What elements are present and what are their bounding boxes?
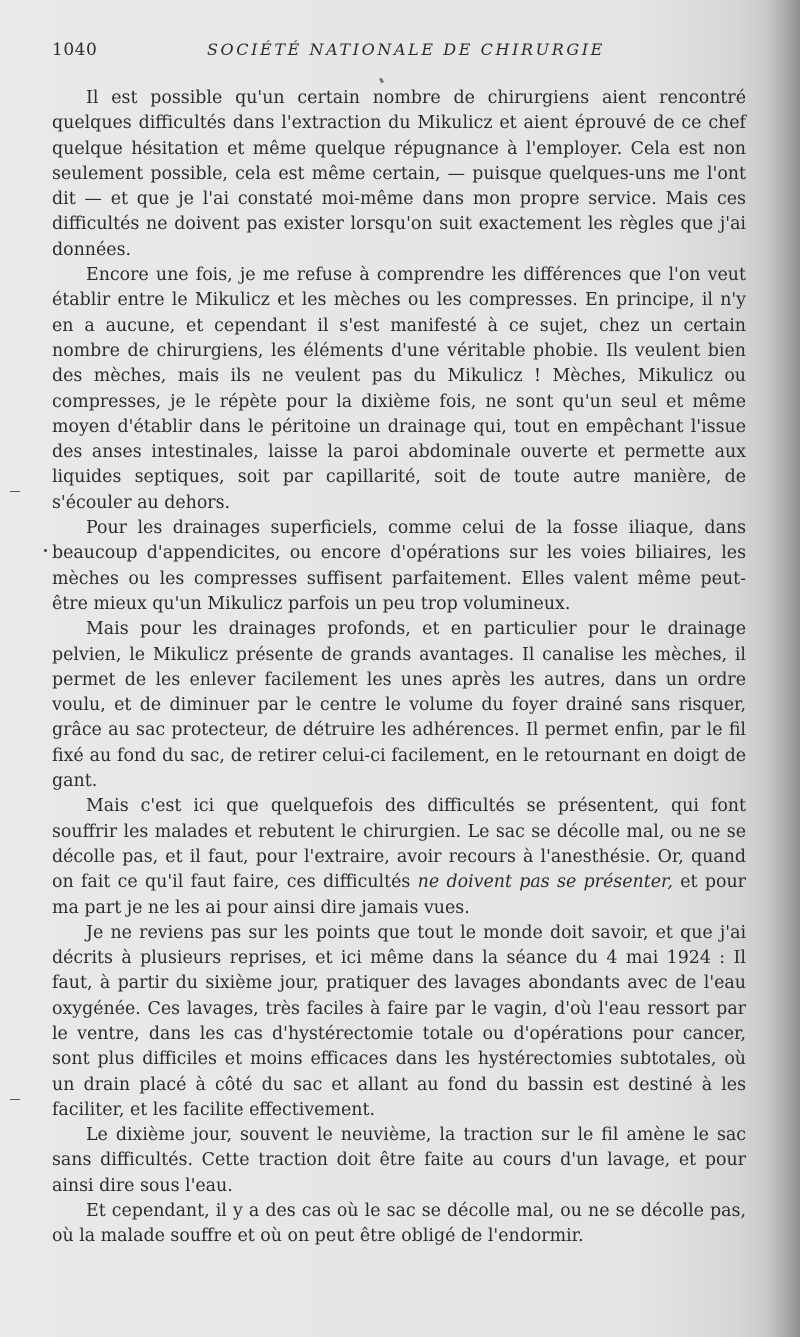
margin-mark [10, 491, 20, 492]
paragraph: Il est possible qu'un certain nombre de chirurgiens aient rencontré quelques difficultés dans l'extraction du Mikulicz et aient éprouvé de ce chef quelque hésitation et même quelque répugnance à l'employer. Cela est non seulement possible, cela est même certain, — puisque quelques-uns me l'ont dit — et que je l'ai constaté moi-même dans mon propre service. Mais ces difficultés ne doivent pas exister lorsqu'on suit exactement les règles que j'ai données. [52, 88, 746, 260]
paragraph: Et cependant, il y a des cas où le sac se décolle mal, ou ne se décolle pas, où la malade souffre et où on peut être obligé de l'endormir. [52, 1201, 746, 1247]
paragraph: Le dixième jour, souvent le neuvième, la traction sur le fil amène le sac sans difficultés. Cette traction doit être faite au cours d'un lavage, et pour ainsi dire sous l'eau. [52, 1125, 746, 1196]
body-text [52, 86, 746, 1250]
running-title: SOCIÉTÉ NATIONALE DE CHIRURGIE [207, 40, 605, 59]
paragraph: Mais pour les drainages profonds, et en particulier pour le drainage pelvien, le Mikulicz présente de grands avantages. Il canalise les mèches, il permet de les enlever facilement les unes après les autres, dans un ordre voulu, et de diminuer par le centre le volume du foyer drainé sans risquer, grâce au sac protecteur, de détruire les adhérences. Il permet enfin, par le fil fixé au fond du sac, de retirer celui-ci facilement, en le retournant en doigt de gant. [52, 619, 746, 792]
margin-dot [44, 549, 47, 552]
paragraph: Pour les drainages superficiels, comme celui de la fosse iliaque, dans beaucoup d'appendicites, ou encore d'opérations sur les voies biliaires, les mèches ou les compresses suffisent parfaitement. Elles valent même peut-être mieux qu'un Mikulicz parfois un peu trop volumineux. [52, 518, 746, 614]
paragraph [52, 794, 746, 920]
paragraph: Encore une fois, je me refuse à comprendre les différences que l'on veut établir entre le Mikulicz et les mèches ou les compresses. En principe, il n'y en a aucune, et cependant il s'est manifesté à ce sujet, chez un certain nombre de chirurgiens, les éléments d'une véritable phobie. Ils veulent bien des mèches, mais ils ne veulent pas du Mikulicz ! Mèches, Mikulicz ou compresses, je le répète pour la dixième fois, ne sont qu'un seul et même moyen d'établir dans le péritoine un drainage qui, tout en empêchant l'issue des anses intestinales, laisse la paroi abdominale ouverte et permette aux liquides septiques, soit par capillarité, soit de toute autre manière, de s'écouler au dehors. [52, 265, 746, 513]
page-number: 1040 [52, 40, 98, 60]
print-speck [379, 78, 384, 84]
paragraph-text: Mais c'est ici que quelquefois des difficultés se présentent, qui font souffrir les malades et rebutent le chirurgien. Le sac se décolle mal, ou ne se décolle pas, et il faut, pour l'extraire, avoir recours à l'anesthésie. Or, quand on fait ce qu'il faut faire, ces difficultés [52, 796, 746, 893]
margin-mark [10, 1099, 20, 1100]
page-header [52, 40, 752, 64]
paragraph: Je ne reviens pas sur les points que tout le monde doit savoir, et que j'ai décrits à plusieurs reprises, et ici même dans la séance du 4 mai 1924 : Il faut, à partir du sixième jour, pratiquer des lavages abondants avec de l'eau oxygénée. Ces lavages, très faciles à faire par le vagin, d'où l'eau ressort par le ventre, dans les cas d'hystérectomie totale ou d'opérations pour cancer, sont plus difficiles et moins efficaces dans les hystérectomies subtotales, où un drain placé à côté du sac et allant au fond du bassin est destiné à les faciliter, et les facilite effectivement. [52, 922, 746, 1120]
paragraph-text: et pour ma part je ne les ai pour ainsi dire jamais vues. [52, 872, 746, 918]
emphasis-text: ne doivent pas se présenter, [417, 872, 673, 893]
